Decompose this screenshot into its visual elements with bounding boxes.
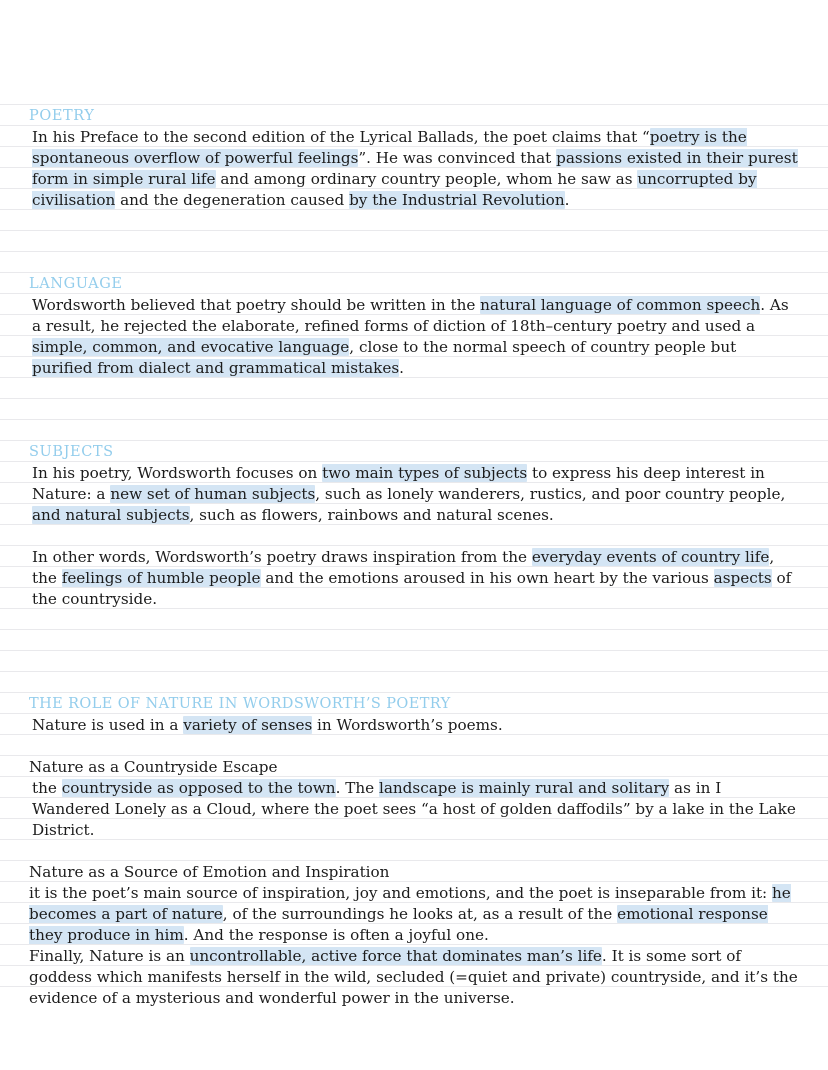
text-run: . As a result, he rejected the elaborate, refined forms of diction of 18th–century poetry and used a [32, 296, 789, 335]
highlight-run: natural language of common speech [480, 296, 761, 314]
section-subjects [29, 442, 799, 610]
text-run: In his Preface to the second edition of the Lyrical Ballads, the poet claims that “ [32, 128, 650, 146]
highlight-run: landscape is mainly rural and solitary [378, 779, 670, 797]
highlight-run: passions existed in their purest form in simple rural life [32, 149, 798, 188]
highlight-run: he becomes a part of nature [29, 884, 791, 923]
highlight-run: uncorrupted by civilisation [32, 170, 757, 209]
text-run: and among ordinary country people, whom he saw as [215, 170, 638, 188]
text-run: . It is some sort of goddess which manifests herself in the wild, secluded (=quiet and private) countryside, and it’s the evidence of a mysterious and wonderful power in the universe. [29, 947, 798, 1007]
document-content [29, 106, 799, 1009]
spacer [29, 841, 799, 862]
paragraph-nature-intro [29, 715, 799, 736]
text-run: , the [32, 548, 775, 587]
text-run: and the degeneration caused [115, 191, 350, 209]
text-run: . [564, 191, 570, 209]
paragraph-language-1 [29, 295, 799, 379]
subheading-countryside-escape: Nature as a Countryside Escape [29, 758, 278, 776]
paragraph-subjects-2 [29, 547, 799, 610]
highlight-run: feelings of humble people [61, 569, 261, 587]
spacer [29, 736, 799, 757]
spacer [29, 526, 799, 547]
highlight-run: aspects [713, 569, 772, 587]
highlight-run: purified from dialect and grammatical mistakes [32, 359, 400, 377]
section-poetry [29, 106, 799, 211]
text-run: the [32, 779, 62, 797]
text-run: to express his deep interest in Nature: a [32, 464, 765, 503]
spacer [29, 379, 799, 442]
highlight-run: by the Industrial Revolution [349, 191, 565, 209]
highlight-run: simple, common, and evocative language [32, 338, 350, 356]
highlight-run: countryside as opposed to the town [61, 779, 336, 797]
highlight-run: variety of senses [183, 716, 313, 734]
highlight-run: emotional response they produce in him [29, 905, 768, 944]
section-language [29, 274, 799, 379]
text-run: , close to the normal speech of country people but [349, 338, 737, 356]
paragraph-source-of-emotion-2 [29, 946, 799, 1009]
subheading-source-of-emotion: Nature as a Source of Emotion and Inspiration [29, 863, 390, 881]
paragraph-source-of-emotion-1 [29, 883, 799, 946]
section-heading-role-of-nature: THE ROLE OF NATURE IN WORDSWORTH’S POETRY [29, 696, 451, 712]
highlight-run: poetry is the spontaneous overflow of powerful feelings [32, 128, 747, 167]
text-run: as in I Wandered Lonely as a Cloud, where the poet sees “a host of golden daffodils” by a lake in the Lake District. [32, 779, 796, 839]
text-run: Wordsworth believed that poetry should be written in the [32, 296, 481, 314]
highlight-run: everyday events of country life [531, 548, 770, 566]
spacer [29, 211, 799, 274]
section-role-of-nature [29, 694, 799, 1009]
text-run: , of the surroundings he looks at, as a result of the [222, 905, 618, 923]
paragraph-countryside-escape [29, 778, 799, 841]
text-run: Finally, Nature is an [29, 947, 190, 965]
text-run: it is the poet’s main source of inspiration, joy and emotions, and the poet is inseparable from it: [29, 884, 772, 902]
text-run: , such as lonely wanderers, rustics, and poor country people, [315, 485, 786, 503]
highlight-run: two main types of subjects [322, 464, 528, 482]
text-run: . [399, 359, 404, 377]
section-heading-subjects: SUBJECTS [29, 444, 114, 460]
text-run: ”. He was convinced that [358, 149, 557, 167]
text-run: . And the response is often a joyful one. [183, 926, 489, 944]
text-run: , such as flowers, rainbows and natural scenes. [189, 506, 554, 524]
text-run: In other words, Wordsworth’s poetry draws inspiration from the [32, 548, 532, 566]
section-heading-poetry: POETRY [29, 108, 95, 124]
highlight-run: new set of human subjects [110, 485, 316, 503]
text-run: in Wordsworth’s poems. [312, 716, 503, 734]
text-run: and the emotions aroused in his own heart by the various [260, 569, 714, 587]
text-run: In his poetry, Wordsworth focuses on [32, 464, 323, 482]
section-heading-language: LANGUAGE [29, 276, 123, 292]
text-run: Nature is used in a [32, 716, 184, 734]
text-run: of the countryside. [32, 569, 792, 608]
paragraph-poetry-1 [29, 127, 799, 211]
spacer [29, 610, 799, 694]
highlight-run: and natural subjects [32, 506, 190, 524]
paragraph-subjects-1 [29, 463, 799, 526]
text-run: . The [335, 779, 379, 797]
highlight-run: uncontrollable, active force that dominates man’s life [189, 947, 602, 965]
